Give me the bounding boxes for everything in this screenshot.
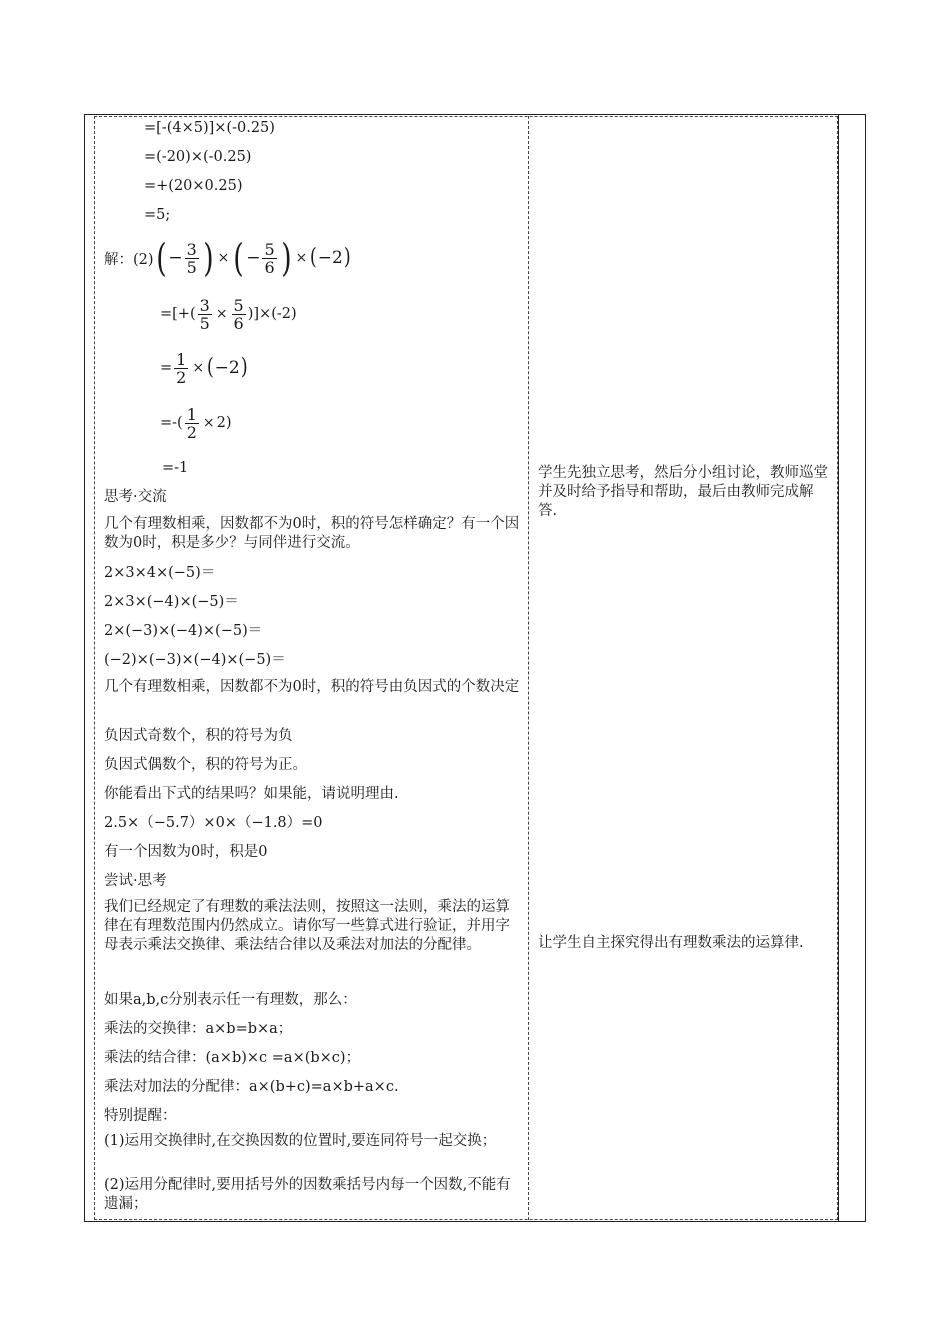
reminder-2: (2)运用分配律时,要用括号外的因数乘括号内每一个因数,不能有遗漏；: [104, 1177, 511, 1212]
reminder-title: 特别提醒：: [104, 1108, 177, 1124]
example2-step2: = $\frac{1}{2}$ × ( −2 ): [160, 349, 248, 387]
fraction-3-5: $\frac{3}{5}$: [199, 295, 210, 333]
open-paren: (: [233, 236, 244, 280]
example1-step3: =+(20×0.25): [144, 178, 243, 194]
laws-intro: 我们已经规定了有理数的乘法法则，按照这一法则，乘法的运算律在有理数范围内仍然成立。请你写一些算式进行验证，并用字母表示乘法交换律、乘法结合律以及乘法对加法的分配律。: [104, 899, 510, 953]
table-right-strip: [838, 114, 866, 1222]
example2-step1: =[+( $\frac{3}{5}$ × $\frac{5}{6}$ )]×(-2): [160, 295, 297, 333]
fraction-5-6: $\frac{5}{6}$: [233, 295, 244, 333]
reminder-1: (1)运用交换律时,在交换因数的位置时,要连同符号一起交换；: [104, 1133, 497, 1149]
sign-rule: 几个有理数相乘，因数都不为0时，积的符号由负因式的个数决定: [104, 679, 520, 695]
column-divider: [528, 116, 529, 1220]
even-rule: 负因式偶数个，积的符号为正。: [104, 757, 307, 773]
table-left-margin: [84, 114, 94, 1222]
open-paren: (: [310, 245, 317, 270]
if-statement: 如果a,b,c分别表示任一有理数，那么：: [104, 992, 357, 1008]
example1-step2: =(-20)×(-0.25): [144, 149, 252, 165]
close-paren: ): [203, 236, 214, 280]
example1-step4: =5;: [144, 207, 171, 223]
example2-expression: [104, 236, 351, 280]
sign-expression-2: 2×3×(−4)×(−5)＝: [104, 594, 239, 610]
times-sign: ×: [217, 250, 230, 266]
fraction-3-5: $\frac{3}{5}$: [186, 239, 197, 277]
zero-question: 你能看出下式的结果吗？如果能，请说明理由.: [104, 786, 399, 802]
teaching-note-1: 学生先独立思考，然后分小组讨论，教师巡堂并及时给予指导和帮助，最后由教师完成解答.: [538, 465, 828, 519]
example1-step1: =[-(4×5)]×(-0.25): [144, 120, 275, 136]
think-question: 几个有理数相乘，因数都不为0时，积的符号怎样确定？有一个因数为0时，积是多少？与同伴进行交流。: [104, 516, 520, 551]
example2-prefix: 解：(2): [104, 251, 154, 268]
minus-sign: −: [246, 248, 261, 268]
close-paren: ): [280, 236, 292, 280]
fraction-1-2: $\frac{1}{2}$: [186, 404, 197, 442]
distributive-law: 乘法对加法的分配律：a×(b+c)=a×b+a×c.: [104, 1079, 399, 1095]
sign-expression-1: 2×3×4×(−5)＝: [104, 565, 216, 581]
sign-expression-4: (−2)×(−3)×(−4)×(−5)＝: [104, 652, 286, 668]
factor-neg-2: −2: [317, 248, 343, 268]
minus-sign: −: [168, 248, 183, 268]
section-heading-think-exchange: 思考·交流: [104, 489, 167, 505]
odd-rule: 负因式奇数个，积的符号为负: [104, 728, 293, 744]
fraction-1-2: $\frac{1}{2}$: [176, 349, 187, 387]
teaching-note-2: 让学生自主探究得出有理数乘法的运算律.: [538, 935, 804, 951]
sign-expression-3: 2×(−3)×(−4)×(−5)＝: [104, 623, 263, 639]
example2-step4: =-1: [162, 460, 189, 476]
example2-step3: =-( $\frac{1}{2}$ × 2): [160, 404, 232, 442]
times-sign: ×: [295, 250, 308, 266]
zero-rule: 有一个因数为0时，积是0: [104, 844, 268, 860]
section-heading-try-think: 尝试·思考: [104, 873, 167, 889]
close-paren: ): [343, 245, 351, 270]
open-paren: (: [155, 236, 167, 280]
zero-expression: 2.5×（−5.7）×0×（−1.8）=0: [104, 815, 323, 831]
associative-law: 乘法的结合律：(a×b)×c =a×(b×c)；: [104, 1050, 361, 1066]
commutative-law: 乘法的交换律：a×b=b×a；: [104, 1021, 293, 1037]
fraction-5-6: $\frac{5}{6}$: [264, 239, 275, 277]
